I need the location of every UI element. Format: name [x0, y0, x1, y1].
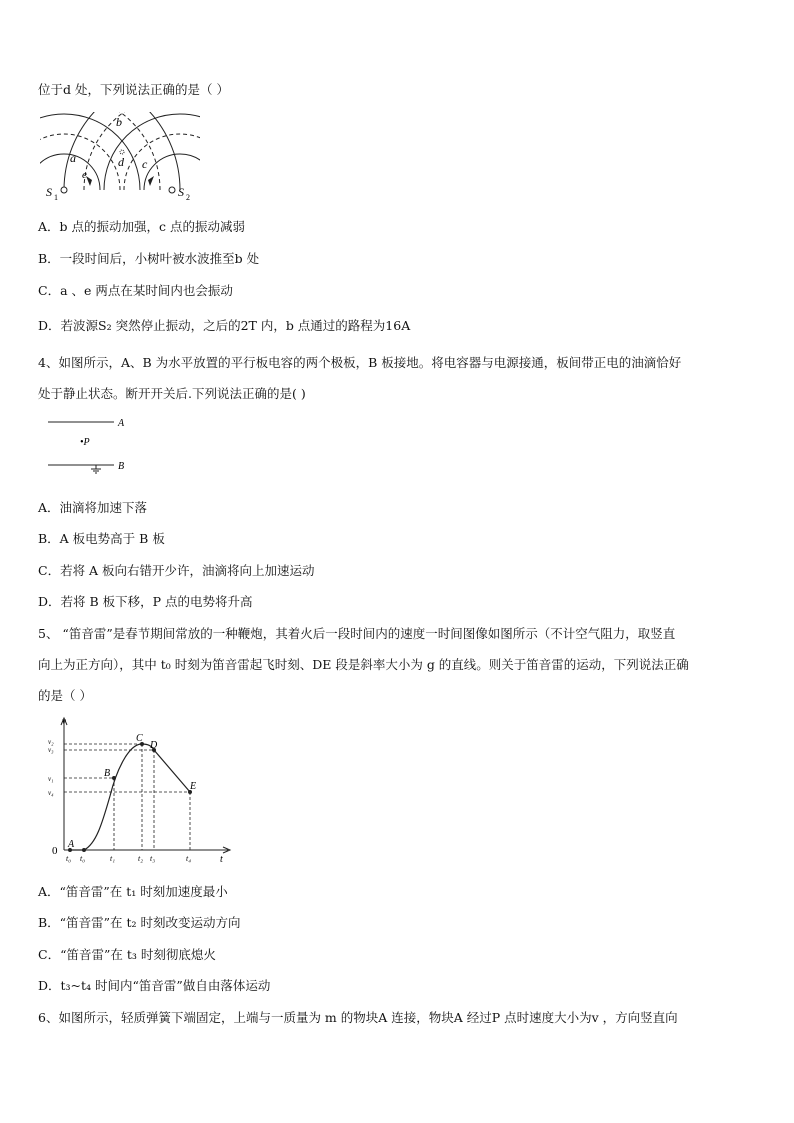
q4-option-d: D．若将 B 板下移，P 点的电势将升高 [38, 594, 253, 609]
q3-wave-interference-figure [40, 112, 200, 204]
q5-option-c: C．“笛音雷”在 t₃ 时刻彻底熄火 [38, 947, 216, 962]
v-tick-v2: v₂ [48, 738, 54, 746]
label-s1: S [46, 185, 52, 199]
q5-stem-line2: 向上为正方向），其中 t₀ 时刻为笛音雷起飞时刻、DE 段是斜率大小为 g 的直线。则关于笛音雷的运动，下列说法正确 [38, 657, 689, 672]
t-tick-t0-b: t₀ [80, 854, 86, 863]
label-s2: S [178, 185, 184, 199]
v-tick-v4: v₄ [48, 789, 54, 797]
point-d-label: D [150, 740, 158, 751]
t-tick-t4: t₄ [186, 854, 192, 863]
point-e-label: E [190, 781, 197, 792]
q5-velocity-time-graph [44, 716, 234, 866]
q5-option-d: D．t₃~t₄ 时间内“笛音雷”做自由落体运动 [38, 978, 271, 993]
point-p-label: •P [80, 437, 90, 448]
q4-option-c: C．若将 A 板向右错开少许，油滴将向上加速运动 [38, 563, 315, 578]
label-s2-sub: 2 [186, 193, 190, 202]
label-c: c [142, 157, 148, 171]
q3-option-d: D．若波源S₂ 突然停止振动，之后的2T 内，b 点通过的路程为16A [38, 318, 411, 333]
q3-option-a: A．b 点的振动加强，c 点的振动减弱 [38, 219, 245, 234]
v-tick-v1: v₁ [48, 775, 54, 783]
axis-t-label: t [220, 854, 223, 865]
q5-stem-line3: 的是（ ） [38, 688, 92, 703]
plate-a-label: A [118, 418, 125, 429]
q3-stem-tail: 位于d 处，下列说法正确的是（ ） [38, 82, 229, 97]
label-b: b [116, 115, 122, 129]
v-tick-v3: v₃ [48, 746, 54, 754]
label-a: a [70, 151, 76, 165]
t-tick-t0-a: t₀ [66, 854, 72, 863]
t-tick-t3: t₃ [150, 854, 156, 863]
plate-b-label: B [118, 461, 125, 472]
q4-option-b: B．A 板电势高于 B 板 [38, 531, 165, 546]
t-tick-t1: t₁ [110, 854, 116, 863]
label-s1-sub: 1 [54, 193, 58, 202]
t-tick-t2: t₂ [138, 854, 144, 863]
q3-option-c: C．a 、e 两点在某时间内也会振动 [38, 283, 233, 298]
point-b-label: B [104, 768, 111, 779]
axis-v-label: v [62, 716, 66, 726]
q5-stem-line1: 5、 “笛音雷”是春节期间常放的一种鞭炮，其着火后一段时间内的速度一时间图像如图所示（不计空气阻力，取竖直 [38, 626, 676, 641]
label-d: d [118, 155, 124, 169]
q4-stem-line2: 处于静止状态。断开开关后.下列说法正确的是( ) [38, 386, 306, 401]
q5-option-b: B．“笛音雷”在 t₂ 时刻改变运动方向 [38, 915, 241, 930]
q5-option-a: A．“笛音雷”在 t₁ 时刻加速度最小 [38, 884, 228, 899]
origin-label: 0 [52, 845, 58, 857]
q4-capacitor-figure [46, 412, 136, 474]
point-c-label: C [136, 733, 143, 744]
q4-stem-line1: 4、如图所示，A、B 为水平放置的平行板电容的两个极板，B 板接地。将电容器与电源接通，板间带正电的油滴恰好 [38, 355, 682, 370]
q3-option-b: B．一段时间后，小树叶被水波推至b 处 [38, 251, 260, 266]
label-e: e [82, 169, 87, 181]
q4-option-a: A．油滴将加速下落 [38, 500, 148, 515]
point-a-label: A [68, 839, 75, 850]
q6-stem-line1: 6、如图所示，轻质弹簧下端固定，上端与一质量为 m 的物块A 连接，物块A 经过P 点时速度大小为v ，方向竖直向 [38, 1010, 678, 1025]
